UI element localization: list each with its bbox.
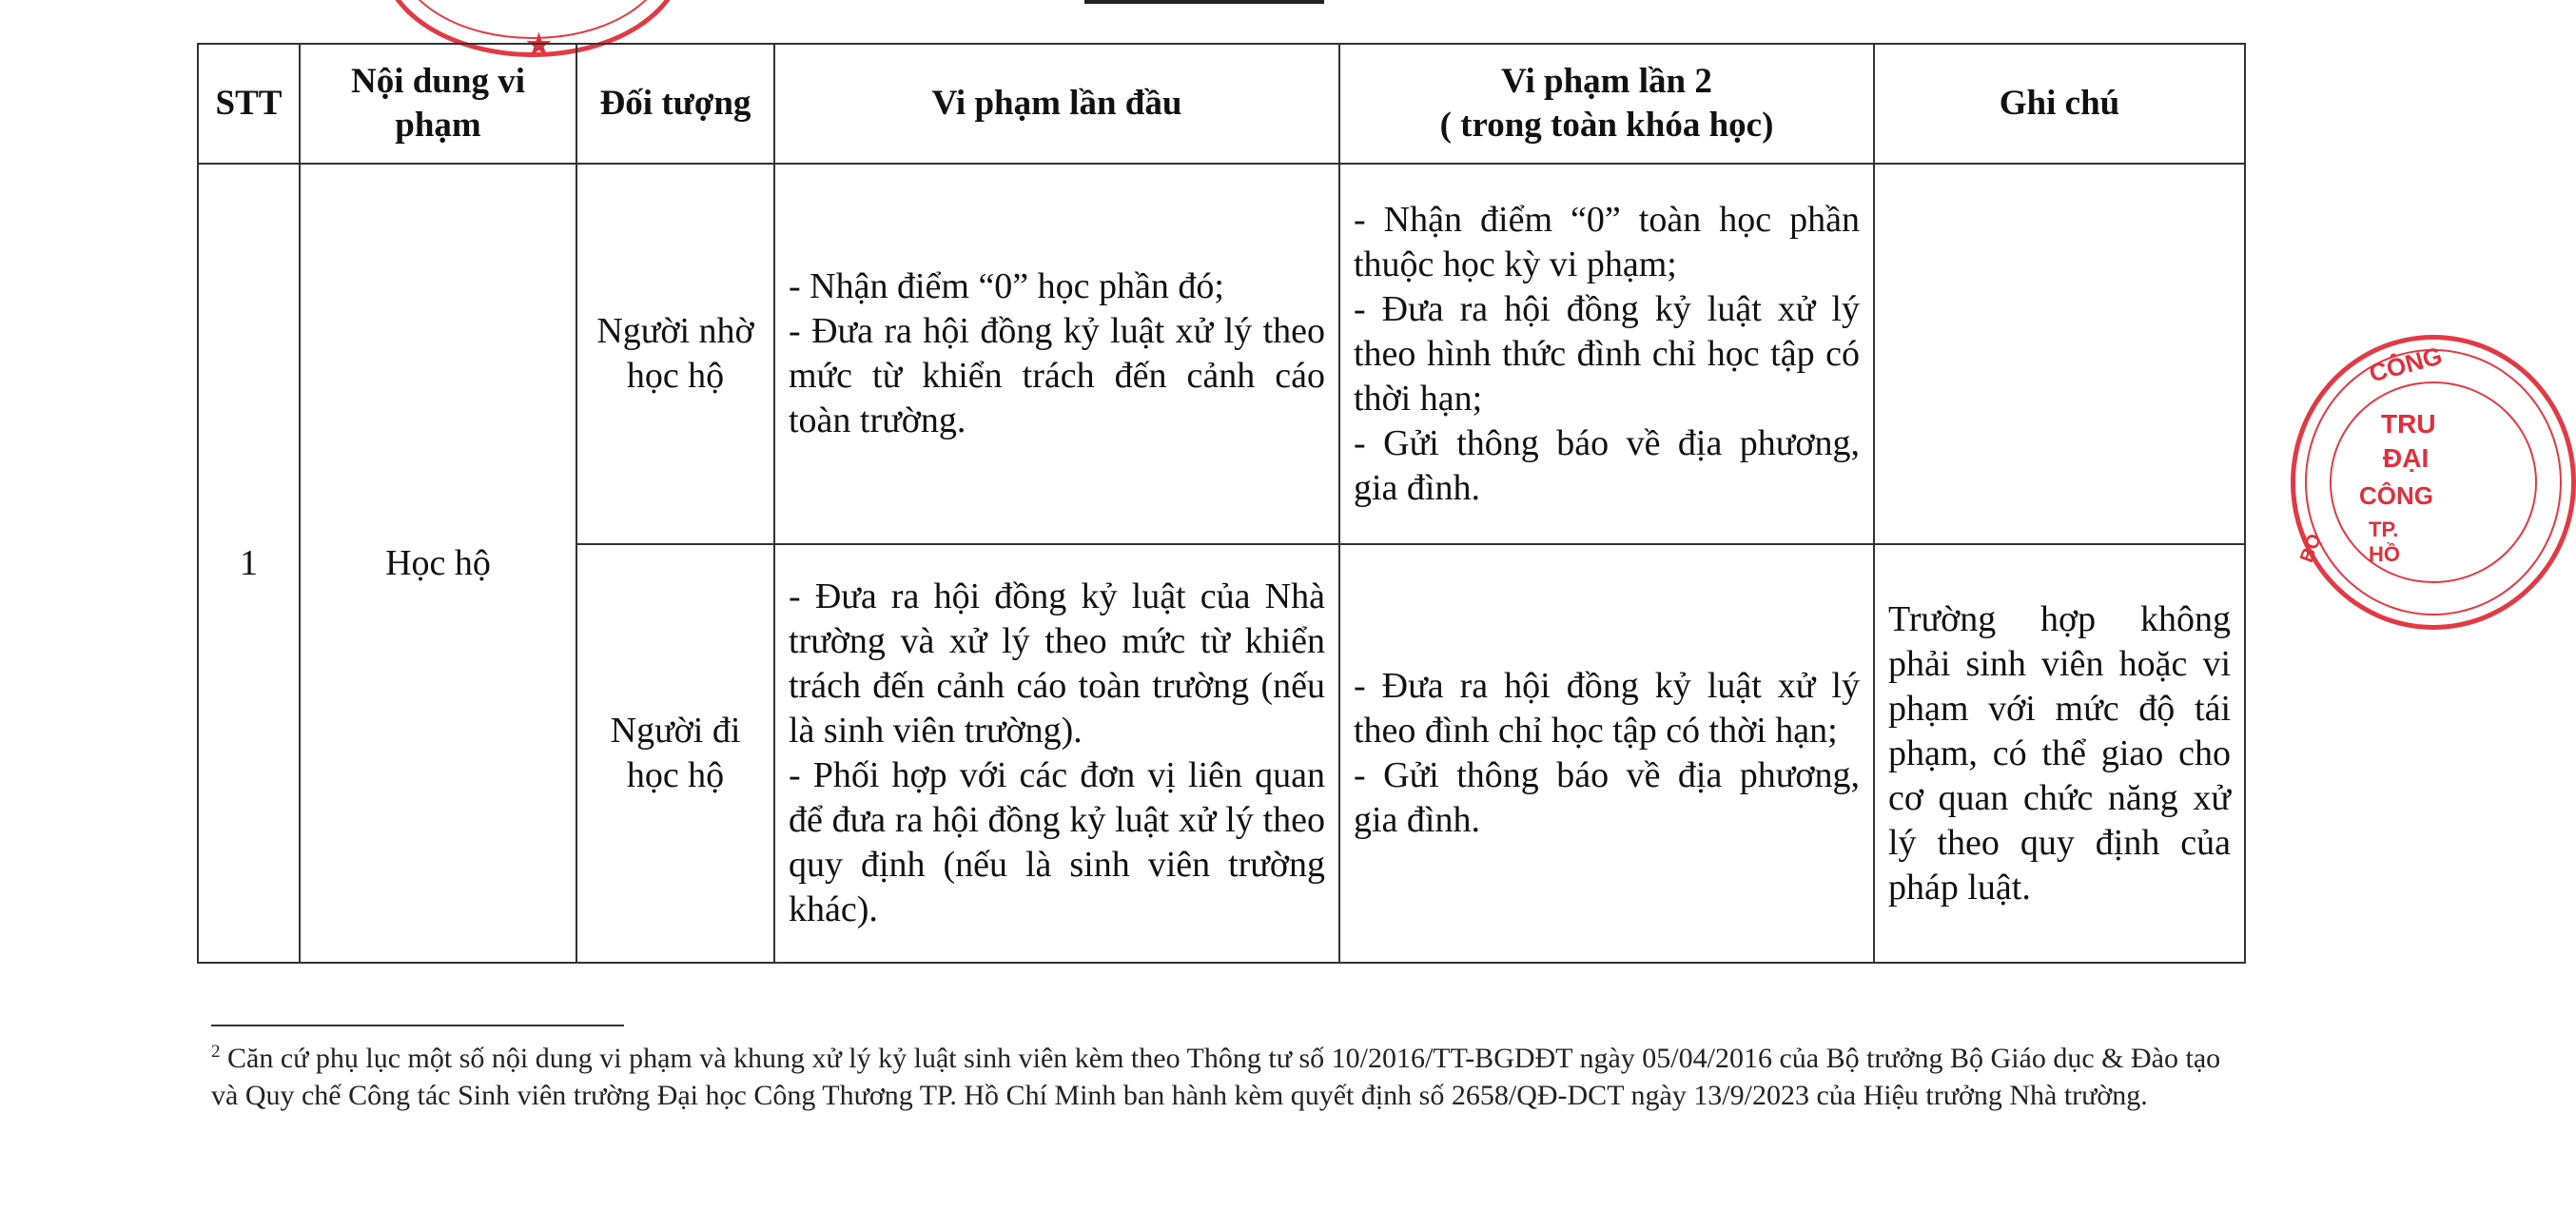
header-noi-dung: Nội dung vi phạm (300, 44, 576, 164)
list-item: - Nhận điểm “0” học phần đó; (789, 266, 1224, 306)
list-item: - Đưa ra hội đồng kỷ luật xử lý theo đình chỉ học tập có thời hạn; (1354, 666, 1860, 751)
header-lan-dau: Vi phạm lần đầu (774, 44, 1339, 164)
cell-doi-tuong: Người đi học hộ (576, 544, 774, 963)
footnote-text: Căn cứ phụ lục một số nội dung vi phạm và khung xử lý kỷ luật sinh viên kèm theo Thông tư số 10/2016/TT-BGDĐT ngày 05/04/2016 của Bộ trưởng Bộ Giáo dục & Đào tạo và Quy chế Công tác Sinh viên trường Đại học Công Thương TP. Hồ Chí Minh ban hành kèm quyết định số 2658/QĐ-DCT ngày 13/9/2023 của Hiệu trưởng Nhà trường. (211, 1043, 2221, 1111)
header-stt: STT (198, 44, 300, 164)
list-item: - Nhận điểm “0” toàn học phần thuộc học kỳ vi phạm; (1354, 199, 1860, 284)
cell-ghi-chu (1874, 164, 2245, 544)
cell-lan-2 (1339, 544, 1874, 963)
list-item: - Gửi thông báo về địa phương, gia đình. (1354, 422, 1860, 508)
header-lan-2 (1339, 44, 1874, 164)
right-stamp (2291, 335, 2576, 630)
list-item: - Đưa ra hội đồng kỷ luật xử lý theo mức từ khiển trách đến cảnh cáo toàn trường. (789, 311, 1325, 440)
cell-doi-tuong: Người nhờ học hộ (576, 164, 774, 544)
stamp-text-2: TRU (2381, 409, 2436, 439)
cell-lan-dau (774, 164, 1339, 544)
stamp-star-icon: ★ (526, 29, 552, 61)
cell-noi-dung: Học hộ (300, 164, 576, 963)
cell-ghi-chu: Trường hợp không phải sinh viên hoặc vi phạm với mức độ tái phạm, có thể giao cho cơ quan chức năng xử lý theo quy định của pháp luật. (1874, 544, 2245, 963)
stamp-text-5: TP. HỒ (2369, 518, 2400, 566)
cell-stt: 1 (198, 164, 300, 963)
header-ghi-chu: Ghi chú (1874, 44, 2245, 164)
table-row (198, 164, 2245, 544)
list-item: - Đưa ra hội đồng kỷ luật của Nhà trường và xử lý theo mức từ khiển trách đến cảnh cáo toàn trường (nếu là sinh viên trường). (789, 576, 1325, 751)
title-underline (1084, 0, 1324, 4)
cell-lan-2 (1339, 164, 1874, 544)
discipline-table (197, 43, 2246, 964)
header-lan-2-line2: ( trong toàn khóa học) (1439, 106, 1774, 145)
table-header-row (198, 44, 2245, 164)
list-item: - Phối hợp với các đơn vị liên quan để đưa ra hội đồng kỷ luật xử lý theo quy định (nếu là sinh viên trường khác). (789, 755, 1325, 929)
footnote-separator (211, 1025, 624, 1026)
stamp-text-4: CÔNG (2359, 481, 2433, 510)
footnote-marker: 2 (211, 1042, 221, 1062)
stamp-text-1: CÔNG (2366, 341, 2446, 388)
list-item: - Gửi thông báo về địa phương, gia đình. (1354, 755, 1860, 840)
list-item: - Đưa ra hội đồng kỷ luật xử lý theo hình thức đình chỉ học tập có thời hạn; (1354, 288, 1860, 419)
header-lan-2-line1: Vi phạm lần 2 (1501, 62, 1712, 101)
stamp-text-6: BỘ (2296, 531, 2326, 566)
stamp-text-3: ĐẠI (2383, 443, 2430, 473)
cell-lan-dau (774, 544, 1339, 963)
footnote (211, 1033, 2247, 1114)
header-doi-tuong: Đối tượng (576, 44, 774, 164)
